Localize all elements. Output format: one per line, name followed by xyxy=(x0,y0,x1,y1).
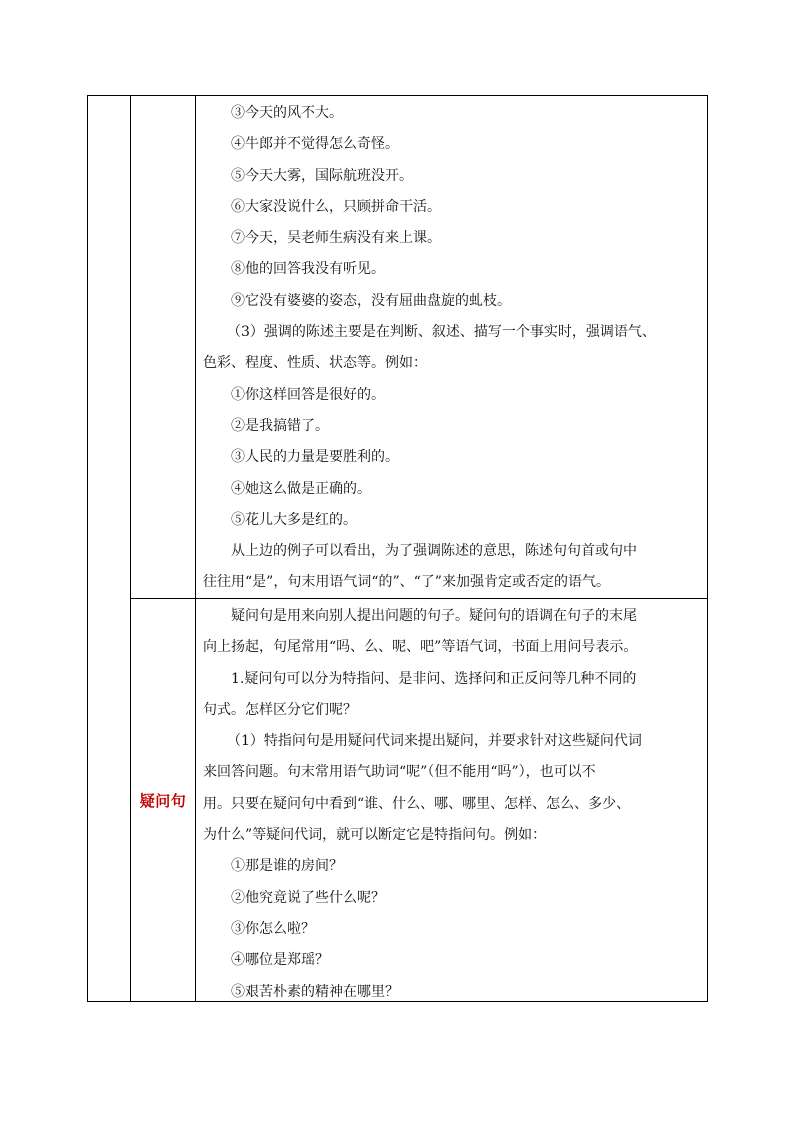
interrogative-label-cell xyxy=(131,599,196,1002)
declarative-label-cell xyxy=(131,96,196,599)
text-line: ④牛郎并不觉得怎么奇怪。 xyxy=(231,136,399,153)
text-line: ①你这样回答是很好的。 xyxy=(231,386,385,403)
text-line: 色彩、程度、性质、状态等。例如： xyxy=(203,355,427,372)
text-line: ②他究竟说了些什么呢？ xyxy=(231,889,385,906)
text-line: ④她这么做是正确的。 xyxy=(231,480,371,497)
text-line: ⑤艰苦朴素的精神在哪里？ xyxy=(231,983,399,1000)
text-line: 1.疑问句可以分为特指问、是非问、选择问和正反问等几种不同的 xyxy=(231,670,637,687)
outer-category-cell xyxy=(88,96,131,1002)
text-line: ②是我搞错了。 xyxy=(231,417,329,434)
text-line: 疑问句是用来向别人提出问题的句子。疑问句的语调在句子的末尾 xyxy=(231,608,637,624)
text-line: ⑤今天大雾，国际航班没开。 xyxy=(231,167,413,184)
text-line: ③今天的风不大。 xyxy=(231,105,343,121)
text-line: （3）强调的陈述主要是在判断、叙述、描写一个事实时，强调语气、 xyxy=(227,324,656,341)
text-line: 向上扬起，句尾常用“吗、么、呢、吧”等语气词，书面上用问号表示。 xyxy=(203,639,638,656)
section-label: 疑问句 xyxy=(139,791,187,810)
text-line: ③你怎么啦？ xyxy=(231,920,315,937)
text-line: 为什么”等疑问代词，就可以断定它是特指问句。例如： xyxy=(203,827,547,844)
interrogative-content-cell xyxy=(196,599,708,1002)
text-line: ⑧他的回答我没有听见。 xyxy=(231,261,385,278)
text-line: 从上边的例子可以看出，为了强调陈述的意思，陈述句句首或句中 xyxy=(231,543,637,560)
text-line: ①那是谁的房间？ xyxy=(231,858,343,875)
text-line: ⑦今天，吴老师生病没有来上课。 xyxy=(231,230,441,247)
text-line: 往往用“是”，句末用语气词“的”、“了”来加强肯定或否定的语气。 xyxy=(203,574,610,591)
text-line: 用。只要在疑问句中看到“谁、什么、哪、哪里、怎样、怎么、多少、 xyxy=(203,795,631,812)
lesson-table xyxy=(87,95,708,1002)
text-line: 句式。怎样区分它们呢？ xyxy=(203,701,357,718)
text-line: 来回答问题。句末常用语气助词“呢”（但不能用“吗”），也可以不 xyxy=(203,764,596,781)
declarative-content xyxy=(196,96,707,598)
text-line: ⑥大家没说什么，只顾拼命干活。 xyxy=(231,198,441,215)
text-line: ⑨它没有婆婆的姿态，没有屈曲盘旋的虬枝。 xyxy=(231,292,511,309)
text-line: ③人民的力量是要胜利的。 xyxy=(231,449,399,466)
text-line: ⑤花儿大多是红的。 xyxy=(231,511,357,528)
table-row xyxy=(88,96,708,599)
text-line: （1）特指问句是用疑问代词来提出疑问，并要求针对这些疑问代词 xyxy=(227,733,642,750)
interrogative-content xyxy=(196,599,707,1001)
text-line: ④哪位是郑瑶？ xyxy=(231,952,329,969)
table-row xyxy=(88,599,708,1002)
declarative-content-cell xyxy=(196,96,708,599)
